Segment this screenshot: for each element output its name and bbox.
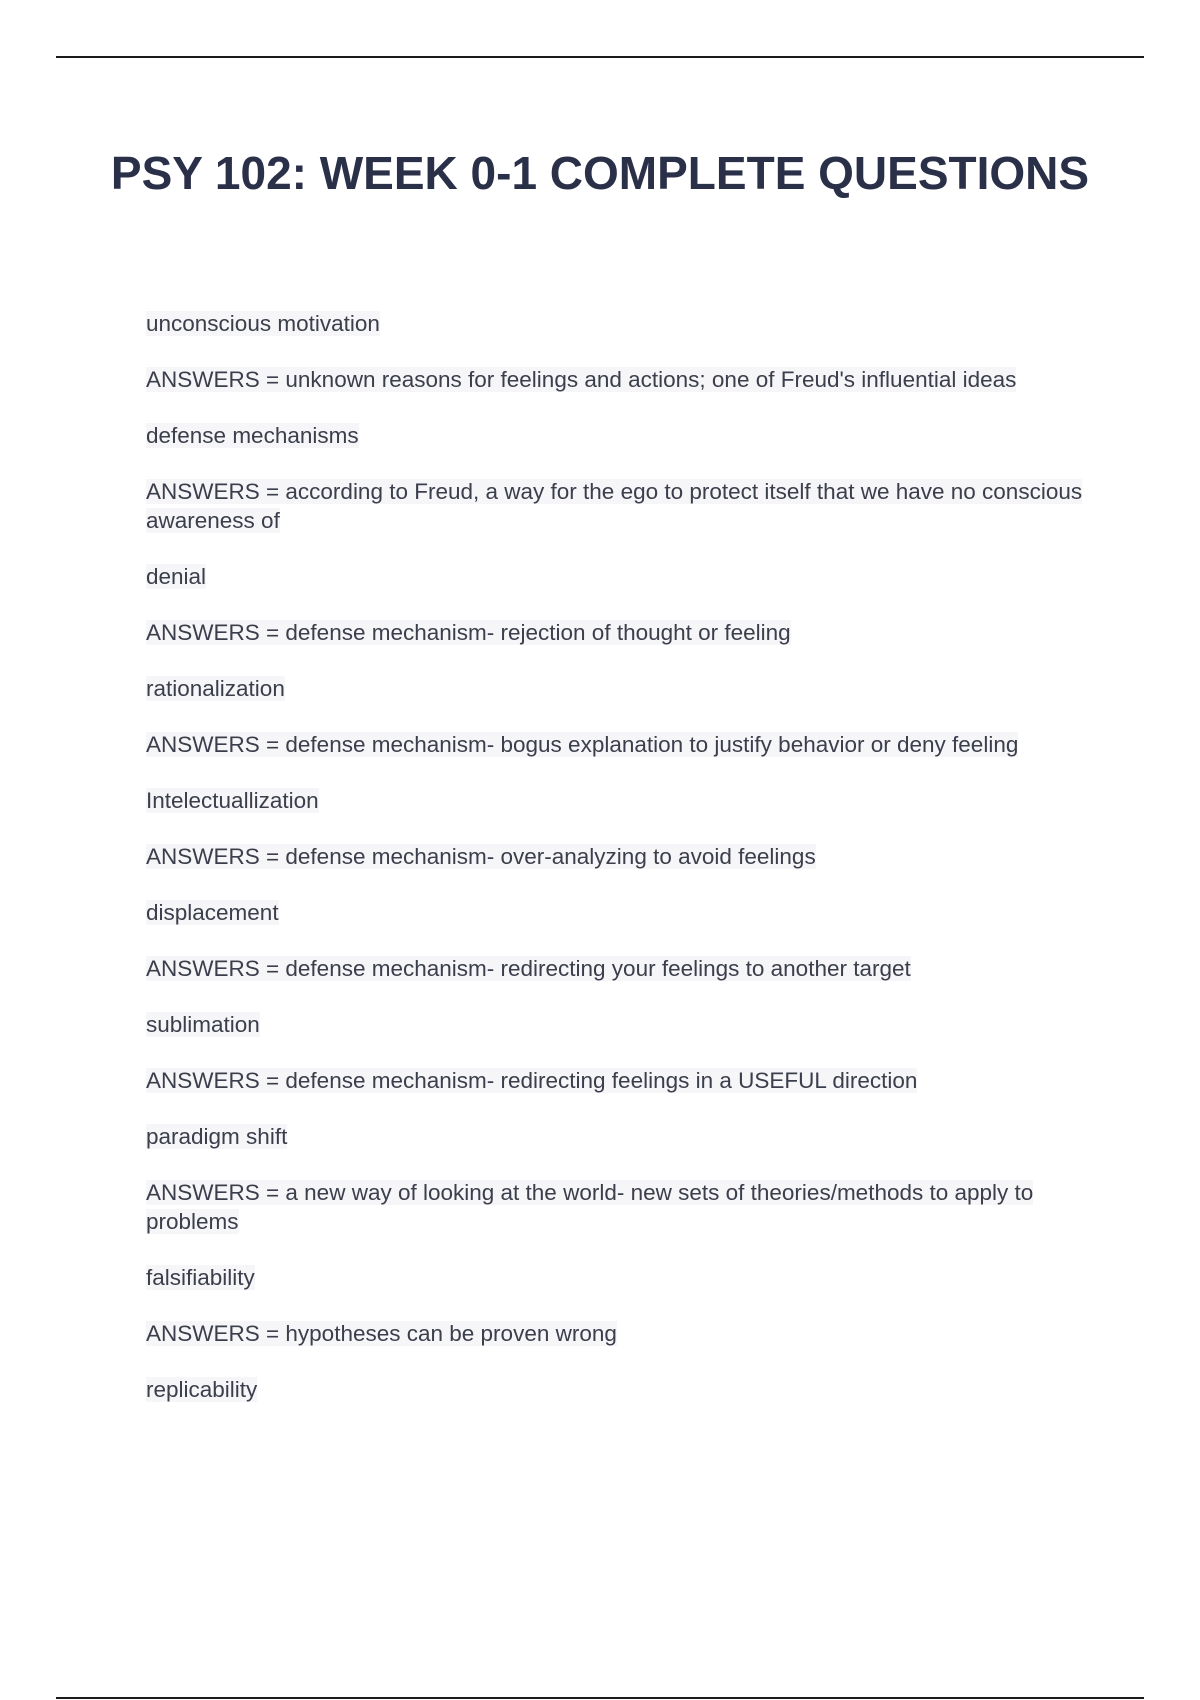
- term-text: Intelectuallization: [146, 788, 319, 813]
- answer: [146, 477, 1086, 535]
- term: [146, 1375, 1086, 1404]
- document-title: PSY 102: WEEK 0-1 COMPLETE QUESTIONS: [110, 147, 1090, 199]
- term-text: rationalization: [146, 676, 285, 701]
- answer-text: ANSWERS = hypotheses can be proven wrong: [146, 1321, 617, 1346]
- term: [146, 786, 1086, 815]
- term: [146, 1010, 1086, 1039]
- term: [146, 1263, 1086, 1292]
- answer: [146, 1066, 1086, 1095]
- answer: [146, 730, 1086, 759]
- term-text: displacement: [146, 900, 279, 925]
- answer: [146, 618, 1086, 647]
- term-text: defense mechanisms: [146, 423, 359, 448]
- term-text: falsifiability: [146, 1265, 255, 1290]
- answer: [146, 1319, 1086, 1348]
- answer-text: ANSWERS = defense mechanism- rejection of thought or feeling: [146, 620, 791, 645]
- term-text: sublimation: [146, 1012, 260, 1037]
- answer: [146, 1178, 1086, 1236]
- term-text: unconscious motivation: [146, 311, 380, 336]
- bottom-rule: [56, 1697, 1144, 1699]
- answer-text: ANSWERS = according to Freud, a way for the ego to protect itself that we have no conscious awareness of: [146, 479, 1083, 533]
- term-text: paradigm shift: [146, 1124, 288, 1149]
- term: [146, 421, 1086, 450]
- answer: [146, 954, 1086, 983]
- top-rule: [56, 56, 1144, 58]
- term-text: denial: [146, 564, 207, 589]
- answer-text: ANSWERS = defense mechanism- redirecting your feelings to another target: [146, 956, 911, 981]
- term: [146, 309, 1086, 338]
- qa-list: [146, 309, 1086, 1431]
- answer-text: ANSWERS = defense mechanism- over-analyzing to avoid feelings: [146, 844, 816, 869]
- answer: [146, 365, 1086, 394]
- answer-text: ANSWERS = defense mechanism- redirecting feelings in a USEFUL direction: [146, 1068, 918, 1093]
- term: [146, 898, 1086, 927]
- answer: [146, 842, 1086, 871]
- term: [146, 562, 1086, 591]
- answer-text: ANSWERS = unknown reasons for feelings and actions; one of Freud's influential ideas: [146, 367, 1017, 392]
- term: [146, 1122, 1086, 1151]
- term-text: replicability: [146, 1377, 258, 1402]
- term: [146, 674, 1086, 703]
- answer-text: ANSWERS = a new way of looking at the world- new sets of theories/methods to apply to problems: [146, 1180, 1034, 1234]
- answer-text: ANSWERS = defense mechanism- bogus explanation to justify behavior or deny feeling: [146, 732, 1019, 757]
